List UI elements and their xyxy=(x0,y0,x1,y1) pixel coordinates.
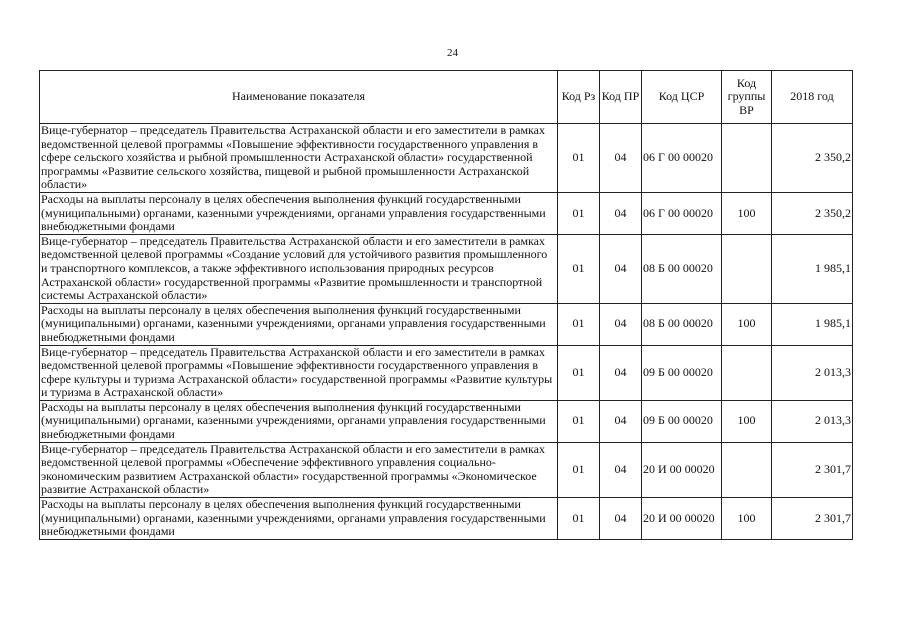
header-year: 2018 год xyxy=(772,71,853,124)
header-vr: Код группы ВР xyxy=(722,71,772,124)
row-amount: 2 350,2 xyxy=(772,192,853,234)
row-vr: 100 xyxy=(722,192,772,234)
row-csr: 20 И 00 00020 xyxy=(642,442,722,497)
row-rz: 01 xyxy=(558,303,600,345)
table-row xyxy=(40,442,853,497)
row-vr xyxy=(722,124,772,193)
row-pr: 04 xyxy=(600,124,642,193)
row-csr: 08 Б 00 00020 xyxy=(642,303,722,345)
row-pr: 04 xyxy=(600,400,642,442)
row-name: Вице-губернатор – председатель Правительства Астраханской области и его заместители в рамках ведомственной целевой программы «Обеспечение эффективного управления социально-экономическим развитием Астраханской области» государственной программы «Экономическое развитие Астраханской области» xyxy=(40,442,558,497)
row-rz: 01 xyxy=(558,234,600,303)
row-pr: 04 xyxy=(600,345,642,400)
header-name: Наименование показателя xyxy=(40,71,558,124)
row-csr: 08 Б 00 00020 xyxy=(642,234,722,303)
row-csr: 06 Г 00 00020 xyxy=(642,124,722,193)
header-pr: Код ПР xyxy=(600,71,642,124)
row-name: Расходы на выплаты персоналу в целях обеспечения выполнения функций государственными (муниципальными) органами, казенными учреждениями, органами управления государственными внебюджетными фондами xyxy=(40,303,558,345)
row-rz: 01 xyxy=(558,124,600,193)
row-name: Расходы на выплаты персоналу в целях обеспечения выполнения функций государственными (муниципальными) органами, казенными учреждениями, органами управления государственными внебюджетными фондами xyxy=(40,498,558,540)
row-csr: 09 Б 00 00020 xyxy=(642,400,722,442)
row-amount: 1 985,1 xyxy=(772,303,853,345)
row-rz: 01 xyxy=(558,498,600,540)
row-amount: 2 013,3 xyxy=(772,400,853,442)
row-vr xyxy=(722,442,772,497)
header-csr: Код ЦСР xyxy=(642,71,722,124)
table-row xyxy=(40,345,853,400)
row-pr: 04 xyxy=(600,303,642,345)
row-csr: 09 Б 00 00020 xyxy=(642,345,722,400)
row-name: Вице-губернатор – председатель Правительства Астраханской области и его заместители в рамках ведомственной целевой программы «Повышение эффективности государственного управления в сфере культуры и туризма Астраханской области» государственной программы «Развитие культуры и туризма в Астраханской области» xyxy=(40,345,558,400)
row-rz: 01 xyxy=(558,442,600,497)
row-name: Вице-губернатор – председатель Правительства Астраханской области и его заместители в рамках ведомственной целевой программы «Повышение эффективности государственного управления в сфере сельского хозяйства и рыбной промышленности Астраханской области» государственной программы «Развитие сельского хозяйства, пищевой и рыбной промышленности Астраханской области» xyxy=(40,124,558,193)
row-amount: 2 301,7 xyxy=(772,498,853,540)
table-row xyxy=(40,124,853,193)
row-name: Расходы на выплаты персоналу в целях обеспечения выполнения функций государственными (муниципальными) органами, казенными учреждениями, органами управления государственными внебюджетными фондами xyxy=(40,400,558,442)
row-amount: 2 301,7 xyxy=(772,442,853,497)
row-amount: 2 350,2 xyxy=(772,124,853,193)
row-name: Вице-губернатор – председатель Правительства Астраханской области и его заместители в рамках ведомственной целевой программы «Создание условий для устойчивого развития промышленного и транспортного комплексов, а также эффективного использования природных ресурсов Астраханской области» государственной программы «Развитие промышленности и транспортной системы Астраханской области» xyxy=(40,234,558,303)
page-number: 24 xyxy=(447,47,458,59)
table-row xyxy=(40,303,853,345)
row-vr: 100 xyxy=(722,303,772,345)
table-header-row xyxy=(40,71,853,124)
budget-table xyxy=(39,70,853,540)
header-rz: Код Рз xyxy=(558,71,600,124)
row-csr: 06 Г 00 00020 xyxy=(642,192,722,234)
row-pr: 04 xyxy=(600,192,642,234)
row-pr: 04 xyxy=(600,234,642,303)
row-vr: 100 xyxy=(722,498,772,540)
row-pr: 04 xyxy=(600,498,642,540)
row-rz: 01 xyxy=(558,192,600,234)
row-pr: 04 xyxy=(600,442,642,497)
row-vr xyxy=(722,234,772,303)
table-row xyxy=(40,400,853,442)
row-rz: 01 xyxy=(558,345,600,400)
table-row xyxy=(40,192,853,234)
row-name: Расходы на выплаты персоналу в целях обеспечения выполнения функций государственными (муниципальными) органами, казенными учреждениями, органами управления государственными внебюджетными фондами xyxy=(40,192,558,234)
row-vr: 100 xyxy=(722,400,772,442)
row-csr: 20 И 00 00020 xyxy=(642,498,722,540)
row-amount: 1 985,1 xyxy=(772,234,853,303)
row-rz: 01 xyxy=(558,400,600,442)
row-amount: 2 013,3 xyxy=(772,345,853,400)
row-vr xyxy=(722,345,772,400)
table-row xyxy=(40,234,853,303)
table-row xyxy=(40,498,853,540)
